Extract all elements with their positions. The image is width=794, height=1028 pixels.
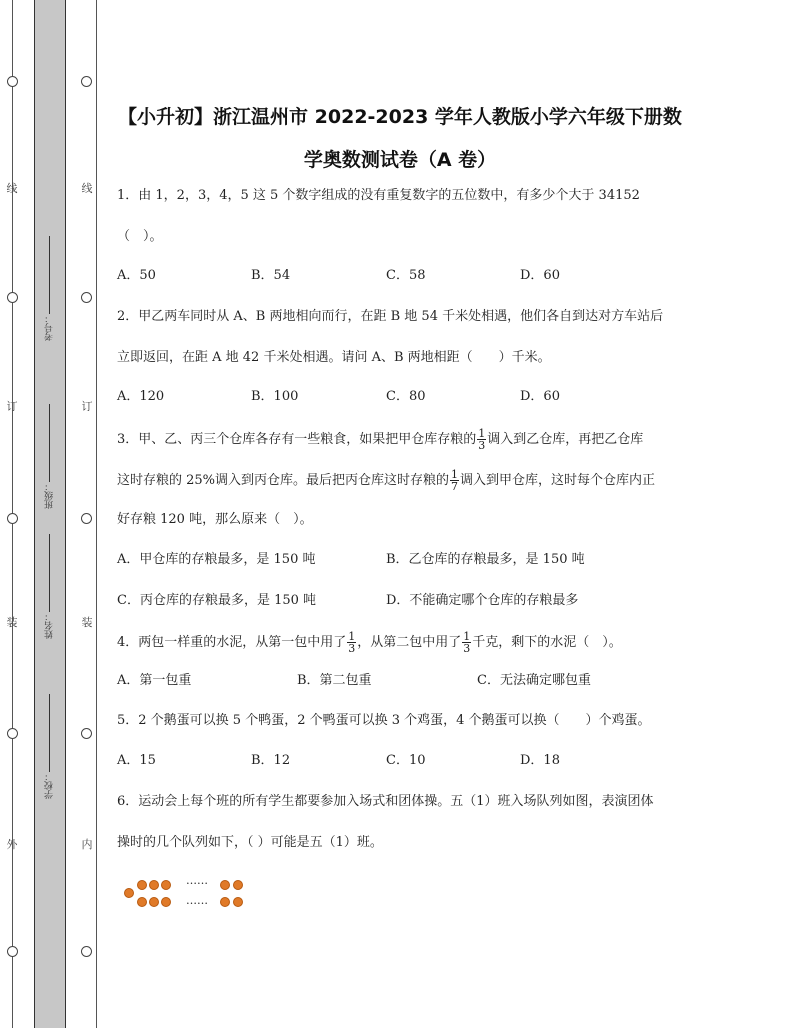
fraction-one-third	[462, 631, 471, 654]
question-2-text-cont: 立即返回，在距 A 地 42 千米处相遇。请问 A、B 两地相距（ ）千米。	[117, 350, 551, 365]
q3-text-part: 这时存粮的 25%调入到丙仓库。最后把丙仓库这时存粮的	[117, 473, 450, 488]
question-5-text: 5．2 个鹅蛋可以换 5 个鸭蛋，2 个鸭蛋可以换 3 个鸡蛋，4 个鹅蛋可以换（ ）个鸡蛋。	[117, 713, 651, 728]
fraction-numerator: 1	[451, 468, 459, 481]
fraction-denominator: 3	[348, 642, 356, 655]
school-label: 学校：	[44, 772, 55, 799]
question-2-text: 2．甲乙两车同时从 A、B 两地相向而行，在距 B 地 54 千米处相遇，他们各自到达对方车站后	[117, 309, 664, 324]
name-line	[49, 534, 50, 612]
name-label: 姓名：	[44, 612, 55, 639]
binding-hole	[7, 946, 18, 957]
fraction-numerator: 1	[463, 630, 471, 643]
name-field[interactable]	[38, 530, 60, 639]
fraction-one-third	[347, 631, 356, 654]
student-dot	[161, 897, 171, 907]
q5-option-a[interactable]: A．15	[117, 753, 156, 768]
margin-char-inner: 订	[81, 400, 93, 413]
page-title: 【小升初】浙江温州市 2022-2023 学年人教版小学六年级下册数	[118, 106, 682, 128]
student-dot	[161, 880, 171, 890]
q4-text-part: ，从第二包中用了	[357, 635, 462, 650]
q4-option-b[interactable]: B．第二包重	[297, 673, 372, 688]
class-line	[49, 404, 50, 482]
question-3-text	[117, 428, 643, 451]
q2-option-c[interactable]: C．80	[386, 389, 426, 404]
margin-char-outer: 外	[6, 838, 18, 851]
q1-option-c[interactable]: C．58	[386, 268, 426, 283]
q5-option-b[interactable]: B．12	[251, 753, 291, 768]
ellipsis-top: ……	[186, 874, 208, 887]
q5-option-d[interactable]: D．18	[520, 753, 560, 768]
q1-option-a[interactable]: A．50	[117, 268, 156, 283]
question-4-text	[117, 631, 622, 654]
page-subtitle: 学奥数测试卷（A 卷）	[303, 149, 497, 171]
q3-text-part: 调入到甲仓库，这时每个仓库内正	[460, 473, 656, 488]
class-field[interactable]	[38, 400, 60, 509]
class-label: 班级：	[44, 482, 55, 509]
q4-option-a[interactable]: A．第一包重	[117, 673, 192, 688]
binding-hole	[7, 728, 18, 739]
question-1-text-cont: （ ）。	[117, 229, 163, 244]
inner-margin-line	[96, 0, 97, 1028]
margin-char-inner: 装	[81, 616, 93, 629]
binding-hole	[81, 292, 92, 303]
margin-char-inner: 内	[81, 838, 93, 851]
student-dot	[233, 880, 243, 890]
student-dot	[149, 897, 159, 907]
margin-char-inner: 线	[81, 182, 93, 195]
fraction-denominator: 3	[478, 439, 486, 452]
question-3-text-end: 好存粮 120 吨，那么原来（ ）。	[117, 512, 313, 527]
fraction-one-third	[477, 428, 486, 451]
student-dot	[124, 888, 134, 898]
q3-option-a[interactable]: A．甲仓库的存粮最多，是 150 吨	[117, 552, 316, 567]
student-dot	[149, 880, 159, 890]
q2-option-d[interactable]: D．60	[520, 389, 560, 404]
q3-option-d[interactable]: D．不能确定哪个仓库的存粮最多	[386, 593, 579, 608]
q4-text-part: 千克，剩下的水泥（ ）。	[472, 635, 622, 650]
binding-hole	[81, 946, 92, 957]
exam-number-field[interactable]	[38, 232, 60, 341]
binding-hole	[7, 513, 18, 524]
fraction-numerator: 1	[478, 427, 486, 440]
q4-option-c[interactable]: C．无法确定哪包重	[477, 673, 591, 688]
fraction-denominator: 7	[451, 480, 459, 493]
binding-band	[34, 0, 66, 1028]
student-dot	[220, 897, 230, 907]
q3-text-part: 3．甲、乙、丙三个仓库各存有一些粮食，如果把甲仓库存粮的	[117, 432, 477, 447]
q1-option-b[interactable]: B．54	[251, 268, 291, 283]
fraction-one-seventh	[450, 469, 459, 492]
binding-hole	[7, 292, 18, 303]
q3-text-part: 调入到乙仓库，再把乙仓库	[487, 432, 644, 447]
q2-option-b[interactable]: B．100	[251, 389, 299, 404]
binding-hole	[81, 728, 92, 739]
question-1-text: 1．由 1，2，3，4，5 这 5 个数字组成的没有重复数字的五位数中，有多少个大于 34152	[117, 188, 640, 203]
q1-option-d[interactable]: D．60	[520, 268, 560, 283]
q4-text-part: 4．两包一样重的水泥，从第一包中用了	[117, 635, 347, 650]
student-dot	[233, 897, 243, 907]
q3-option-b[interactable]: B．乙仓库的存粮最多，是 150 吨	[386, 552, 585, 567]
ellipsis-bottom: ……	[186, 894, 208, 907]
margin-char-outer: 订	[6, 400, 18, 413]
binding-hole	[81, 76, 92, 87]
question-6-text-cont: 操时的几个队列如下，（ ）可能是五（1）班。	[117, 835, 383, 850]
question-6-text: 6．运动会上每个班的所有学生都要参加入场式和团体操。五（1）班入场队列如图，表演团体	[117, 794, 654, 809]
student-dot	[137, 897, 147, 907]
student-dot	[220, 880, 230, 890]
school-line	[49, 694, 50, 772]
question-3-text-cont	[117, 469, 655, 492]
student-dot	[137, 880, 147, 890]
q3-option-c[interactable]: C．丙仓库的存粮最多，是 150 吨	[117, 593, 317, 608]
margin-char-outer: 线	[6, 182, 18, 195]
q2-option-a[interactable]: A．120	[117, 389, 165, 404]
fraction-numerator: 1	[348, 630, 356, 643]
q5-option-c[interactable]: C．10	[386, 753, 426, 768]
fraction-denominator: 3	[463, 642, 471, 655]
exam-number-label: 考号：	[44, 314, 55, 341]
binding-hole	[81, 513, 92, 524]
binding-hole	[7, 76, 18, 87]
margin-char-outer: 装	[6, 616, 18, 629]
school-field[interactable]	[38, 690, 60, 799]
exam-number-line	[49, 236, 50, 314]
